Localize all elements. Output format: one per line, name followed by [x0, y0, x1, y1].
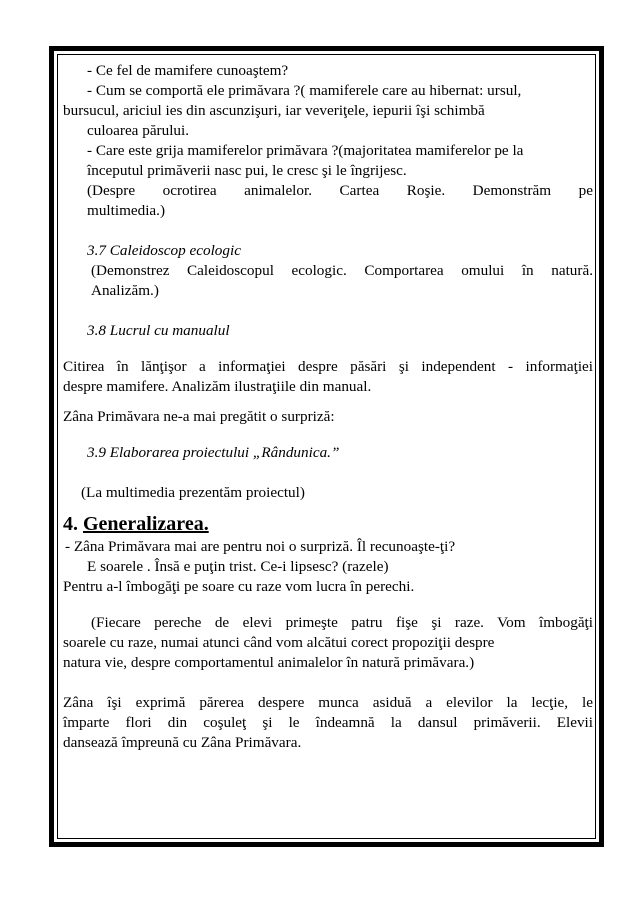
text-line: dansează împreună cu Zâna Primăvara.: [63, 734, 302, 751]
heading-number: 4.: [63, 513, 78, 535]
text-line: E soarele . Însă e puţin trist. Ce-i lipsesc? (razele): [87, 558, 389, 575]
question-mammals: - Ce fel de mamifere cunoaştem?: [87, 62, 289, 79]
question-care: - Care este grija mamiferelor primăvara ?(majoritatea mamiferelor pe la: [87, 142, 524, 159]
text-line: (Fiecare pereche de elevi primeşte patru fişe şi raze. Vom îmbogăţi: [91, 614, 593, 631]
text-line: bursucul, ariciul ies din ascunzişuri, iar veveriţele, iepurii îşi schimbă: [63, 102, 485, 119]
text-line: Pentru a-l îmbogăţi pe soare cu raze vom lucra în perechi.: [63, 578, 415, 595]
text-line: (Despre ocrotirea animalelor. Cartea Roşie. Demonstrăm pe: [87, 182, 593, 199]
text-line: (Demonstrez Caleidoscopul ecologic. Comportarea omului în natură.: [91, 262, 593, 279]
text-line: începutul primăverii nasc pui, le cresc şi le îngrijesc.: [87, 162, 407, 179]
text-line: Zâna Primăvara ne-a mai pregătit o surpriză:: [63, 408, 335, 425]
heading-text: Generalizarea.: [83, 513, 209, 535]
text-line: Zâna îşi exprimă părerea despere munca asiduă a elevilor la lecţie, le: [63, 694, 593, 711]
text-line: culoarea părului.: [87, 122, 190, 139]
text-line: Analizăm.): [91, 282, 159, 299]
text-line: Citirea în lănţişor a informaţiei despre păsări şi independent - informaţiei: [63, 358, 593, 375]
text-line: - Zâna Primăvara mai are pentru noi o surpriză. Îl recunoaşte-ţi?: [65, 538, 456, 555]
text-line: împarte flori din coşuleţ şi le îndeamnă la dansul primăverii. Elevii: [63, 714, 593, 731]
text-line: (La multimedia prezentăm proiectul): [81, 484, 305, 501]
text-line: despre mamifere. Analizăm ilustraţiile din manual.: [63, 378, 372, 395]
text-line: multimedia.): [87, 202, 166, 219]
section-heading-3-7: 3.7 Caleidoscop ecologic: [87, 242, 241, 259]
section-heading-4: [63, 511, 593, 537]
text-line: natura vie, despre comportamentul animalelor în natură primăvara.): [63, 654, 475, 671]
section-heading-3-8: 3.8 Lucrul cu manualul: [87, 322, 230, 339]
section-heading-3-9: 3.9 Elaborarea proiectului „Rândunica.”: [87, 444, 340, 461]
text-line: soarele cu raze, numai atunci când vom alcătui corect propoziţii despre: [63, 634, 495, 651]
question-behaviour: - Cum se comportă ele primăvara ?( mamiferele care au hibernat: ursul,: [87, 82, 522, 99]
document-body: [63, 61, 593, 753]
